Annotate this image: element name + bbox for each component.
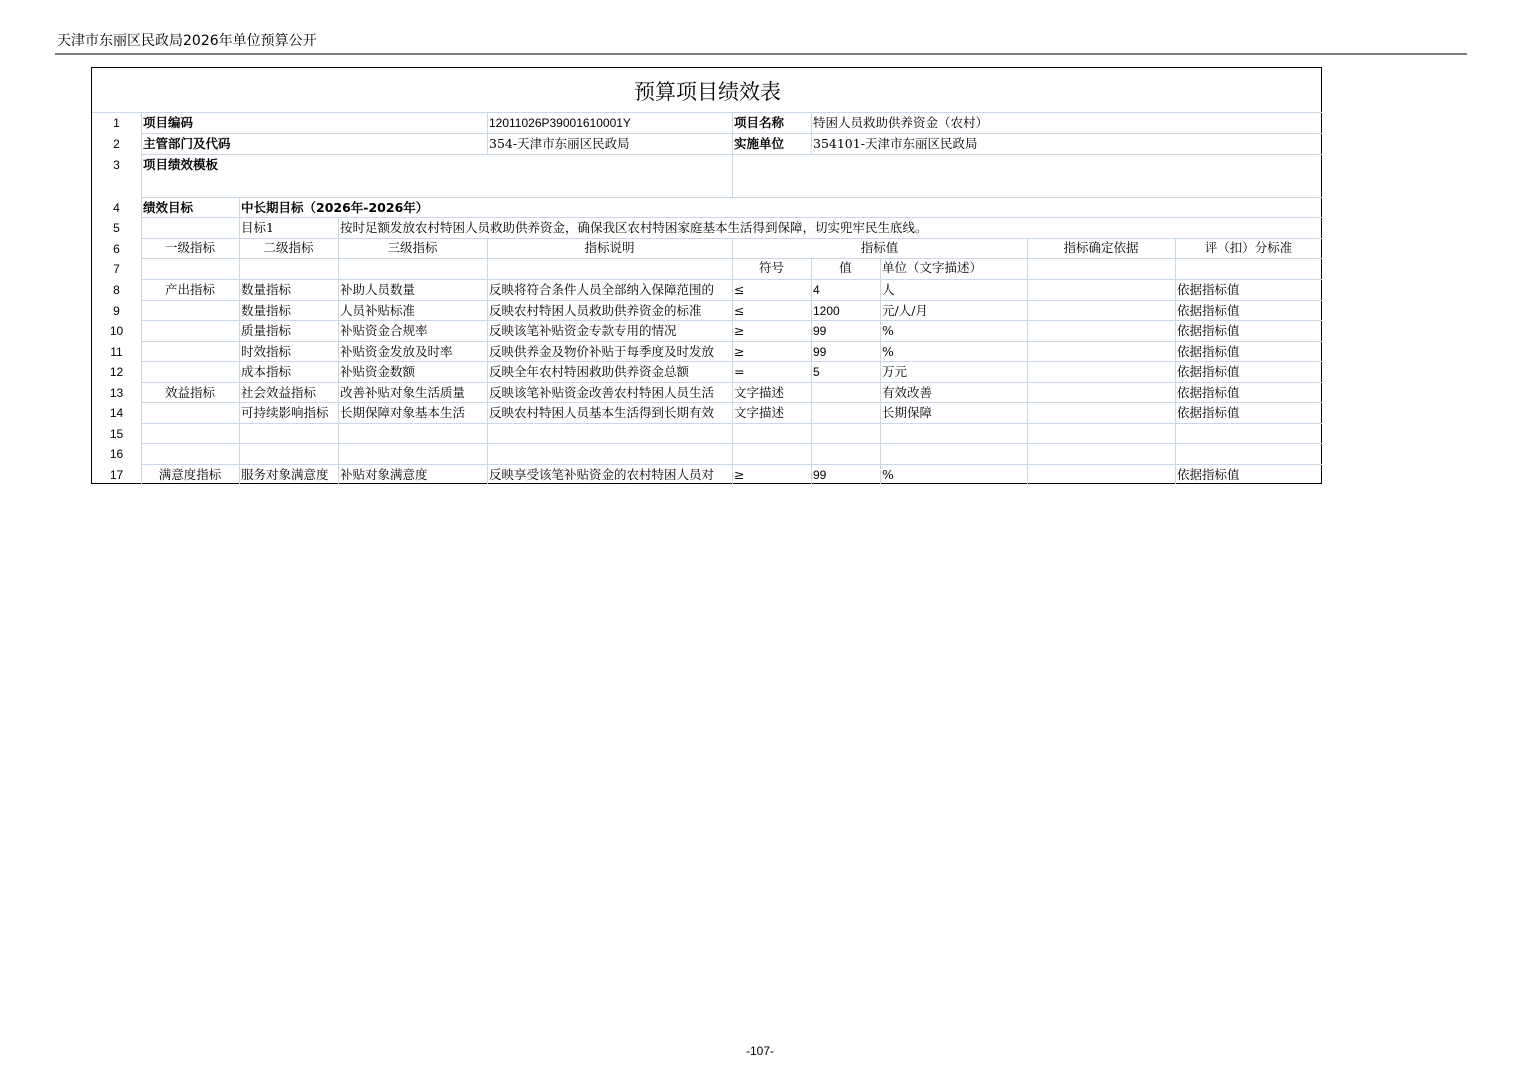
- indicator-scoring: 依据指标值: [1177, 323, 1240, 338]
- indicator-scoring: 依据指标值: [1177, 364, 1240, 379]
- header-scoring: 评（扣）分标准: [1204, 240, 1293, 255]
- indicator-symbol: ≥: [734, 323, 745, 338]
- indicator-desc: 反映农村特困人员基本生活得到长期有效: [489, 405, 715, 420]
- indicator-value: 99: [813, 468, 827, 482]
- row-number: 17: [109, 468, 124, 482]
- grid-line: [487, 238, 488, 484]
- project-name: 特困人员救助供养资金（农村）: [813, 115, 989, 130]
- goal1-text: 按时足额发放农村特困人员救助供养资金，确保我区农村特困家庭基本生活得到保障，切实兜牢民生底线。: [340, 220, 928, 235]
- grid-line: [732, 238, 733, 484]
- header-level2: 二级指标: [263, 240, 314, 255]
- indicator-level3: 长期保障对象基本生活: [340, 405, 466, 420]
- indicator-symbol: =: [734, 364, 745, 379]
- row-number: 1: [113, 116, 120, 130]
- indicator-desc: 反映该笔补贴资金改善农村特困人员生活: [489, 385, 715, 400]
- performance-table: [91, 67, 1322, 484]
- header-level1: 一级指标: [164, 240, 215, 255]
- indicator-level3: 改善补贴对象生活质量: [340, 385, 466, 400]
- project-code: 12011026P39001610001Y: [489, 116, 631, 130]
- level1-benefit: 效益指标: [164, 385, 215, 400]
- indicator-value: 4: [813, 283, 820, 297]
- impl-label: 实施单位: [734, 136, 785, 151]
- row-number: 11: [110, 345, 123, 359]
- row-number: 14: [109, 406, 124, 420]
- grid-line: [811, 112, 812, 154]
- row-number: 7: [113, 262, 120, 276]
- header-symbol: 符号: [758, 260, 784, 275]
- header-value-group: 指标值: [860, 240, 899, 255]
- indicator-unit: %: [882, 323, 894, 338]
- impl-value: 354101-天津市东丽区民政局: [813, 136, 978, 151]
- indicator-scoring: 依据指标值: [1177, 344, 1240, 359]
- row-number: 16: [109, 447, 124, 461]
- grid-line: [880, 258, 881, 484]
- indicator-desc: 反映该笔补贴资金专款专用的情况: [489, 323, 677, 338]
- indicator-level3: 补贴资金发放及时率: [340, 344, 453, 359]
- header-divider: [55, 53, 1467, 55]
- indicator-unit: 人: [882, 282, 895, 297]
- row-number: 2: [113, 137, 120, 151]
- grid-line: [338, 217, 339, 484]
- header-value: 值: [839, 260, 852, 275]
- grid-line: [1027, 238, 1028, 484]
- indicator-desc: 反映供养金及物价补贴于每季度及时发放: [489, 344, 715, 359]
- row-number: 13: [109, 386, 124, 400]
- indicator-value: 99: [813, 345, 827, 359]
- indicator-value: 5: [813, 365, 820, 379]
- indicator-scoring: 依据指标值: [1177, 282, 1240, 297]
- page-header: 天津市东丽区民政局2026年单位预算公开: [57, 33, 317, 49]
- indicator-desc: 反映全年农村特困救助供养资金总额: [489, 364, 690, 379]
- row-number: 3: [113, 158, 120, 172]
- indicator-desc: 反映将符合条件人员全部纳入保障范围的: [489, 282, 715, 297]
- level1-satisfaction: 满意度指标: [158, 467, 222, 482]
- indicator-symbol: 文字描述: [734, 385, 785, 400]
- grid-line: [811, 258, 812, 484]
- page-number: -107-: [745, 1044, 774, 1058]
- indicator-level2: 质量指标: [241, 323, 292, 338]
- row-number: 12: [109, 365, 124, 379]
- indicator-unit: 万元: [882, 364, 908, 379]
- indicator-level2: 可持续影响指标: [241, 405, 329, 420]
- level1-output: 产出指标: [164, 282, 215, 297]
- goal1-label: 目标1: [241, 220, 274, 235]
- indicator-unit: 元/人/月: [882, 303, 928, 318]
- grid-line: [239, 197, 240, 484]
- header-desc: 指标说明: [584, 240, 635, 255]
- header-unit: 单位（文字描述）: [882, 260, 983, 275]
- grid-line: [732, 112, 733, 197]
- indicator-level3: 补贴对象满意度: [340, 467, 428, 482]
- indicator-level3: 补助人员数量: [340, 282, 416, 297]
- row-number: 5: [113, 221, 120, 235]
- indicator-symbol: ≥: [734, 344, 745, 359]
- row-number: 8: [113, 283, 120, 297]
- grid-line: [141, 112, 142, 484]
- indicator-symbol: 文字描述: [734, 405, 785, 420]
- grid-line: [487, 112, 488, 154]
- indicator-desc: 反映享受该笔补贴资金的农村特困人员对: [489, 467, 715, 482]
- project-code-label: 项目编码: [143, 115, 194, 130]
- indicator-symbol: ≤: [734, 282, 745, 297]
- indicator-value: 1200: [813, 304, 840, 318]
- indicator-unit: 长期保障: [882, 405, 933, 420]
- indicator-level2: 数量指标: [241, 282, 292, 297]
- goal-label: 绩效目标: [143, 200, 194, 215]
- indicator-level2: 时效指标: [241, 344, 292, 359]
- indicator-desc: 反映农村特困人员救助供养资金的标准: [489, 303, 702, 318]
- header-basis: 指标确定依据: [1063, 240, 1139, 255]
- indicator-level2: 社会效益指标: [241, 385, 317, 400]
- indicator-level2: 成本指标: [241, 364, 292, 379]
- indicator-unit: 有效改善: [882, 385, 933, 400]
- row-number: 6: [113, 242, 120, 256]
- indicator-symbol: ≤: [734, 303, 745, 318]
- table-title: 预算项目绩效表: [634, 80, 781, 104]
- indicator-unit: %: [882, 344, 894, 359]
- indicator-value: 99: [813, 324, 827, 338]
- indicator-level2: 数量指标: [241, 303, 292, 318]
- indicator-scoring: 依据指标值: [1177, 303, 1240, 318]
- row-number: 4: [113, 201, 120, 215]
- indicator-level3: 人员补贴标准: [340, 303, 416, 318]
- indicator-unit: %: [882, 467, 894, 482]
- indicator-symbol: ≥: [734, 467, 745, 482]
- row-number: 15: [109, 427, 124, 441]
- indicator-scoring: 依据指标值: [1177, 385, 1240, 400]
- indicator-scoring: 依据指标值: [1177, 467, 1240, 482]
- dept-value: 354-天津市东丽区民政局: [489, 136, 630, 151]
- indicator-level3: 补贴资金数额: [340, 364, 416, 379]
- template-label: 项目绩效模板: [143, 157, 219, 172]
- dept-label: 主管部门及代码: [143, 136, 231, 151]
- row-number: 9: [113, 304, 120, 318]
- project-name-label: 项目名称: [734, 115, 785, 130]
- indicator-scoring: 依据指标值: [1177, 405, 1240, 420]
- goal-period: 中长期目标（2026年-2026年）: [241, 200, 429, 215]
- indicator-level3: 补贴资金合规率: [340, 323, 428, 338]
- indicator-level2: 服务对象满意度: [241, 467, 329, 482]
- row-number: 10: [109, 324, 124, 338]
- header-level3: 三级指标: [387, 240, 438, 255]
- grid-line: [1175, 238, 1176, 484]
